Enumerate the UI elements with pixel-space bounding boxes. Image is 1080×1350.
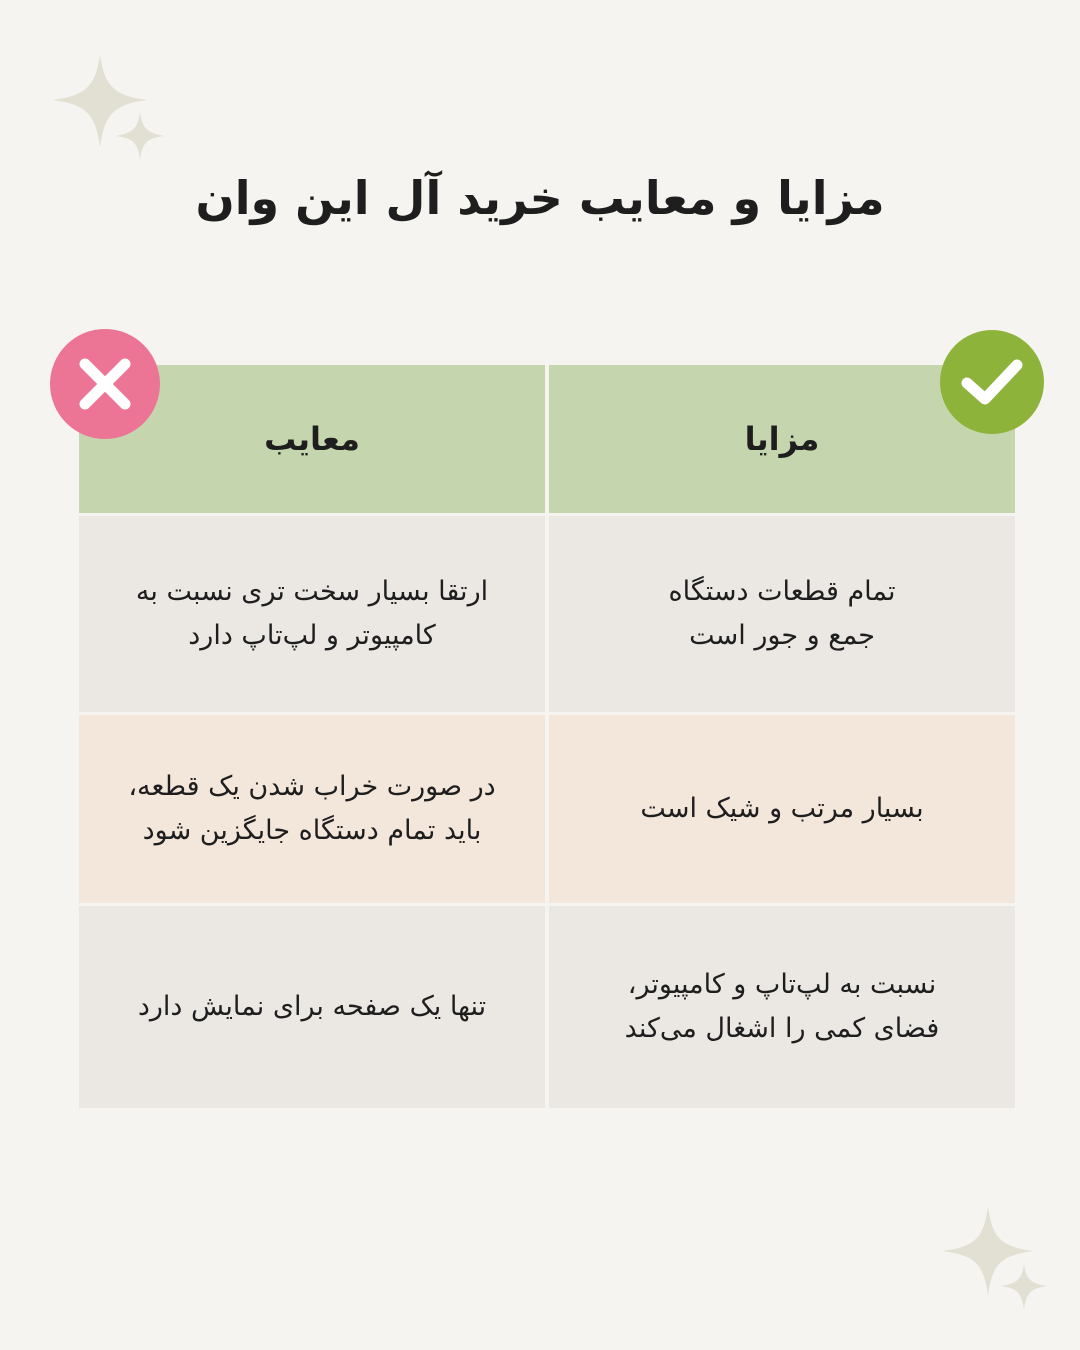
pro-cell [549,906,1015,1108]
pro-cell [549,715,1015,903]
page-title: مزایا و معایب خرید آل این وان [195,171,885,225]
con-text: در صورت خراب شدن یک قطعه، باید تمام دستگاه جایگزین شود [128,771,496,846]
sparkle-icon [938,1206,1056,1318]
con-text: ارتقا بسیار سخت تری نسبت به کامپیوتر و لپ‌تاپ دارد [135,576,489,651]
sparkle-icon [48,52,172,168]
check-icon [961,357,1023,407]
close-icon [78,357,132,411]
con-cell [79,516,545,712]
check-badge [940,330,1044,434]
pro-cell [549,516,1015,712]
pro-text: بسیار مرتب و شیک است [640,793,924,824]
con-cell [79,715,545,903]
cross-badge [50,329,160,439]
pro-text: تمام قطعات دستگاه جمع و جور است [668,576,896,651]
pro-text: نسبت به لپ‌تاپ و کامپیوتر، فضای کمی را اشغال می‌کند [624,969,940,1044]
cons-header: معایب [79,365,545,513]
con-text: تنها یک صفحه برای نمایش دارد [137,991,487,1022]
pros-cons-table [70,365,1015,1108]
pros-header: مزایا [549,365,1015,513]
con-cell [79,906,545,1108]
